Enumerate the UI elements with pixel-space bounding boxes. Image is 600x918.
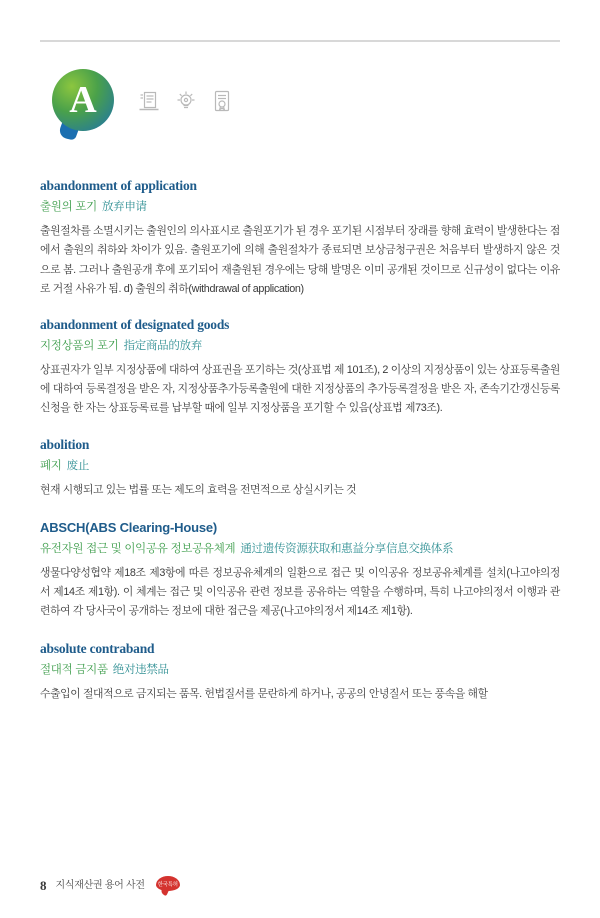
entry-term-korean: 절대적 금지품	[40, 664, 108, 677]
document-stack-icon	[138, 89, 160, 113]
entry-definition: 출원절차를 소멸시키는 출원인의 의사표시로 출원포기가 된 경우 포기된 시점부터 장래를 향해 효력이 발생한다는 점에서 출원의 취하와 차이가 있음. 출원포기에 의해 출원절차가 종료되면 보상금청구권은 처음부터 발생하지 않은 것으로 봄. 그러나 출원공개 후에 포기되어 재출원된 경우에는 당해 발명은 이미 공개된 것이므로 신규성이 없다는 이유로 거절 사유가 됨. d) 출원의 취하(withdrawal of application)	[40, 225, 560, 295]
page-footer	[40, 875, 560, 892]
entry-translations	[40, 459, 560, 474]
glossary-entry	[40, 520, 560, 621]
entry-definition: 현재 시행되고 있는 법률 또는 제도의 효력을 전면적으로 상실시키는 것	[40, 483, 357, 496]
entry-term-korean: 유전자원 접근 및 이익공유 정보공유체계	[40, 542, 236, 555]
section-letter: A	[69, 79, 97, 121]
entry-translations	[40, 542, 560, 557]
entry-term-korean: 지정상품의 포기	[40, 340, 119, 353]
glossary-entry	[40, 178, 560, 299]
entry-translations	[40, 663, 560, 678]
glossary-entry	[40, 317, 560, 419]
entry-term-korean: 폐지	[40, 459, 62, 472]
entry-definition: 생물다양성협약 제18조 제3항에 따른 정보공유체계의 일환으로 접근 및 이익공유 정보공유체계를 설치(나고야의정서 제14조 제1항). 이 체계는 접근 및 이익공유 관련 정보를 공유하는 역할을 수행하며, 특히 나고야의정서 이행과 관련하여 각 당사국이 공개하는 정보에 대한 접근을 제공(나고야의정서 제14조 제1항).	[40, 566, 560, 617]
entry-term-korean: 출원의 포기	[40, 201, 97, 214]
entry-translations	[40, 339, 560, 354]
entry-term-chinese: 通过遗传资源获取和惠益分享信息交换体系	[240, 542, 454, 555]
certificate-icon	[212, 89, 232, 113]
entry-term: absolute contraband	[40, 641, 155, 657]
logo-label: 한국특허	[157, 881, 178, 888]
entry-definition: 수출입이 절대적으로 금지되는 품목. 헌법질서를 문란하게 하거나, 공공의 안녕질서 또는 풍속을 해할	[40, 688, 488, 701]
decorative-icon-group	[138, 89, 232, 113]
section-letter-badge	[52, 69, 116, 133]
entry-term-chinese: 绝对违禁品	[112, 664, 169, 677]
entry-term: abandonment of designated goods	[40, 316, 230, 332]
entry-definition: 상표권자가 일부 지정상품에 대하여 상표권을 포기하는 것(상표법 제 101조), 2 이상의 지정상품이 있는 상표등록출원에 대하여 등록결정을 받은 자, 지정상품추가등록출원에 대한 지정상품의 추가등록결정을 받은 자, 존속기간갱신등록신청을 한 자는 상표등록료를 납부할 때에 일부 지정상품을 포기할 수 있음(상표법 제73조).	[40, 364, 560, 415]
glossary-entry-list	[40, 178, 560, 704]
entry-term: ABSCH(ABS Clearing-House)	[40, 520, 218, 535]
page-number: 8	[40, 878, 47, 893]
header-divider	[40, 40, 560, 42]
glossary-entry	[40, 641, 560, 704]
entry-term: abandonment of application	[40, 178, 197, 193]
footer-title: 지식재산권 용어 사전	[55, 880, 145, 891]
entry-term-chinese: 放弃申请	[101, 201, 147, 214]
lightbulb-gear-icon	[174, 89, 198, 113]
entry-term-chinese: 指定商品的放弃	[123, 340, 202, 353]
section-header	[52, 66, 232, 136]
entry-term: abolition	[40, 436, 90, 452]
entry-term-chinese: 废止	[66, 459, 90, 472]
entry-translations	[40, 200, 560, 215]
glossary-entry	[40, 437, 560, 500]
publisher-logo	[156, 875, 182, 892]
